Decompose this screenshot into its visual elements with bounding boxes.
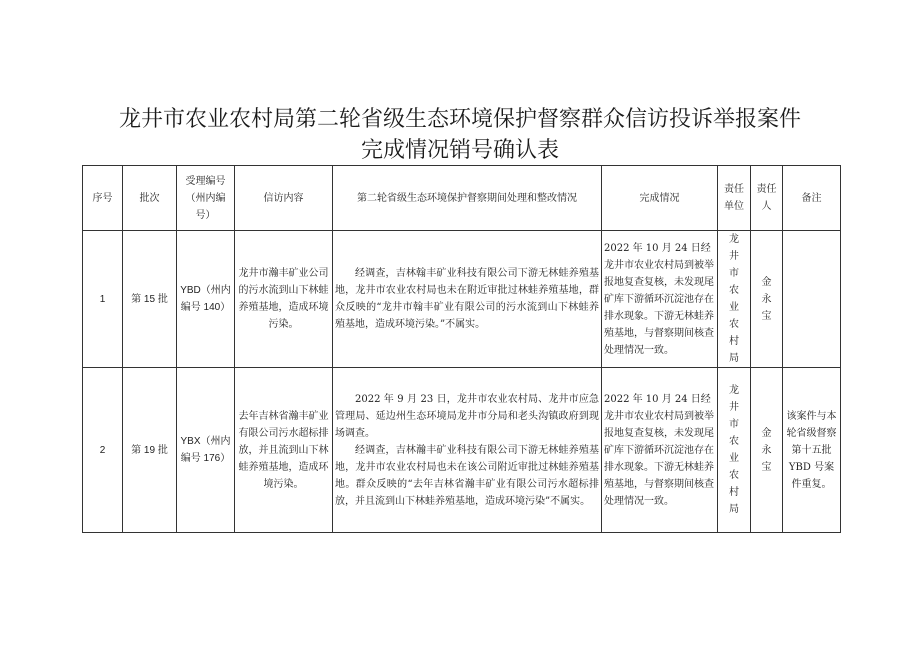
header-remark: 备注 — [783, 166, 841, 231]
cell-content: 龙井市瀚丰矿业公司的污水流到山下林蛙养殖基地，造成环境污染。 — [235, 231, 333, 368]
cell-content: 去年吉林省瀚丰矿业有限公司污水超标排放，并且流到山下林蛙养殖基地，造成环境污染。 — [235, 368, 333, 533]
handling-paragraph: 2022 年 9 月 23 日，龙井市农业农村局、龙井市应急管理局、延边州生态环境局龙井市分局和老头沟镇政府到现场调查。 — [335, 393, 599, 439]
cell-seq: 2 — [83, 368, 123, 533]
cell-remark: 该案件与本轮省级督察第十五批 YBD 号案件重复。 — [783, 368, 841, 533]
table-row — [83, 231, 841, 368]
header-unit: 责任单位 — [718, 166, 751, 231]
cell-person: 金永宝 — [751, 368, 783, 533]
case-table — [82, 165, 841, 533]
header-completion: 完成情况 — [602, 166, 718, 231]
cell-seq: 1 — [83, 231, 123, 368]
header-batch: 批次 — [123, 166, 177, 231]
cell-batch: 第 19 批 — [123, 368, 177, 533]
handling-paragraph: 经调查，吉林瀚丰矿业科技有限公司下游无林蛙养殖基地，龙井市农业农村局也未在该公司附近审批过林蛙养殖基地。群众反映的“去年吉林省瀚丰矿业有限公司污水超标排放，并且流到山下林蛙养殖基地，造成环境污染”不属实。 — [335, 444, 599, 507]
cell-completion: 2022 年 10 月 24 日经龙井市农业农村局到被举报地复查复核，未发现尾矿库下游循环沉淀池存在排水现象。下游无林蛙养殖基地，与督察期间核查处理情况一致。 — [602, 231, 718, 368]
handling-paragraph: 经调查，吉林翰丰矿业科技有限公司下游无林蛙养殖基地，龙井市农业农村局也未在附近审批过林蛙养殖基地，群众反映的“龙井市翰丰矿业有限公司的污水流到山下林蛙养殖基地，造成环境污染。”不属实。 — [335, 268, 599, 330]
table-header-row — [83, 166, 841, 231]
cell-batch: 第 15 批 — [123, 231, 177, 368]
cell-handling — [333, 231, 602, 368]
cell-completion: 2022 年 10 月 24 日经龙井市农业农村局到被举报地复查复核，未发现尾矿库下游循环沉淀池存在排水现象。下游无林蛙养殖基地，与督察期间核查处理情况一致。 — [602, 368, 718, 533]
header-seq: 序号 — [83, 166, 123, 231]
cell-remark — [783, 231, 841, 368]
cell-accept-no: YBX（州内编号 176） — [177, 368, 235, 533]
table-row — [83, 368, 841, 533]
cell-unit: 龙井市农业农村局 — [718, 368, 751, 533]
document-title-line-1: 龙井市农业农村局第二轮省级生态环境保护督察群众信访投诉举报案件 — [118, 107, 801, 132]
cell-person: 金永宝 — [751, 231, 783, 368]
cell-accept-no: YBD（州内编号 140） — [177, 231, 235, 368]
header-accept-no: 受理编号（州内编号） — [177, 166, 235, 231]
cell-handling — [333, 368, 602, 533]
header-handling: 第二轮省级生态环境保护督察期间处理和整改情况 — [333, 166, 602, 231]
header-content: 信访内容 — [235, 166, 333, 231]
header-person: 责任人 — [751, 166, 783, 231]
cell-unit: 龙井市农业农村局 — [718, 231, 751, 368]
document-title-line-2: 完成情况销号确认表 — [360, 138, 559, 163]
